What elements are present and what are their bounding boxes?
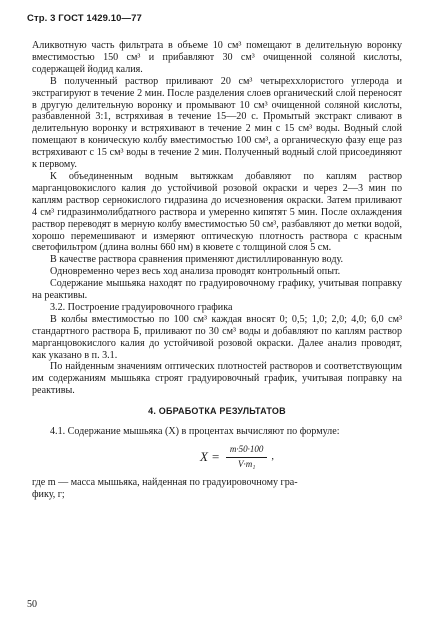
paragraph: По найденным значениям оптических плотностей растворов и соответствующим им содержаниям мышьяка строят градуировочный график, учитывая поправку на реактивы.	[32, 361, 402, 397]
paragraph: В качестве раствора сравнения применяют дистиллированную воду.	[50, 254, 344, 266]
formula-denominator: V·m₁	[237, 458, 256, 469]
paragraph: В полученный раствор приливают 20 см³ четыреххлористого углерода и экстрагируют в течение 2 мин. После разделения слоев органический слой переносят в другую делительную воронку и промывают 10 см³ очищенной соляной кислоты, разбавленной 3:1, встряхивая в течение 15—20 с. Промытый экстракт сливают в делительную воронку и встряхивают в течение 2 мин с 15 см³ воды. Водный слой помещают в коническую колбу вместимостью 100 см³, а органическую фазу еще раз встряхивают с 15 см³ воды в течение 2 мин. Полученный водный слой присоединяют к первому.	[32, 75, 402, 171]
paragraph: Одновременно через весь ход анализа проводят контрольный опыт.	[50, 266, 341, 278]
page-header: Стр. 3 ГОСТ 1429.10—77	[27, 13, 142, 24]
paragraph: Содержание мышьяка находят по градуировочному графику, учитывая поправку на реактивы.	[32, 278, 402, 302]
where-line: где m — масса мышьяка, найденная по градуировочному гра-	[32, 476, 298, 488]
formula-fraction	[226, 444, 268, 471]
paragraph: Аликвотную часть фильтрата в объеме 10 см³ помещают в делительную воронку вместимостью 150 см³ и прибавляют 30 см³ очищенной соляной кислоты, содержащей йодид калия.	[32, 40, 402, 75]
formula-tail: ,	[271, 451, 275, 463]
formula-numerator: m·50·100	[226, 444, 268, 458]
section-title: 4. ОБРАБОТКА РЕЗУЛЬТАТОВ	[148, 406, 286, 417]
paragraph: 4.1. Содержание мышьяка (X) в процентах вычисляют по формуле:	[50, 426, 340, 438]
formula	[72, 444, 402, 471]
document-body	[32, 40, 402, 501]
subsection-heading: 3.2. Построение градуировочного графика	[50, 301, 233, 313]
paragraph: В колбы вместимостью по 100 см³ каждая вносят 0; 0,5; 1,0; 2,0; 4,0; 6,0 см³ стандартного раствора Б, приливают по 30 см³ воды и добавляют по каплям раствор марганцовокислого калия до устойчивой розовой окраски. Далее анализ проводят, как указано в п. 3.1.	[32, 313, 402, 361]
paragraph: К объединенным водным вытяжкам добавляют по каплям раствор марганцовокислого калия до устойчивой розовой окраски и через 2—3 мин по каплям раствор сернокислого гидразина до исчезновения окраски. Затем приливают 4 см³ гидразинмолибдатного раствора и умеренно кипятят 5 мин. После охлаждения раствор переводят в мерную колбу вместимостью 50 см³, разбавляют до метки водой, хорошо перемешивают и измеряют оптическую плотность раствора с красным светофильтром (длина волны 660 нм) в кювете с толщиной слоя 5 см.	[32, 170, 402, 254]
formula-lhs: X =	[199, 449, 220, 465]
page-number: 50	[27, 599, 37, 610]
where-continuation: фику, г;	[32, 488, 65, 500]
